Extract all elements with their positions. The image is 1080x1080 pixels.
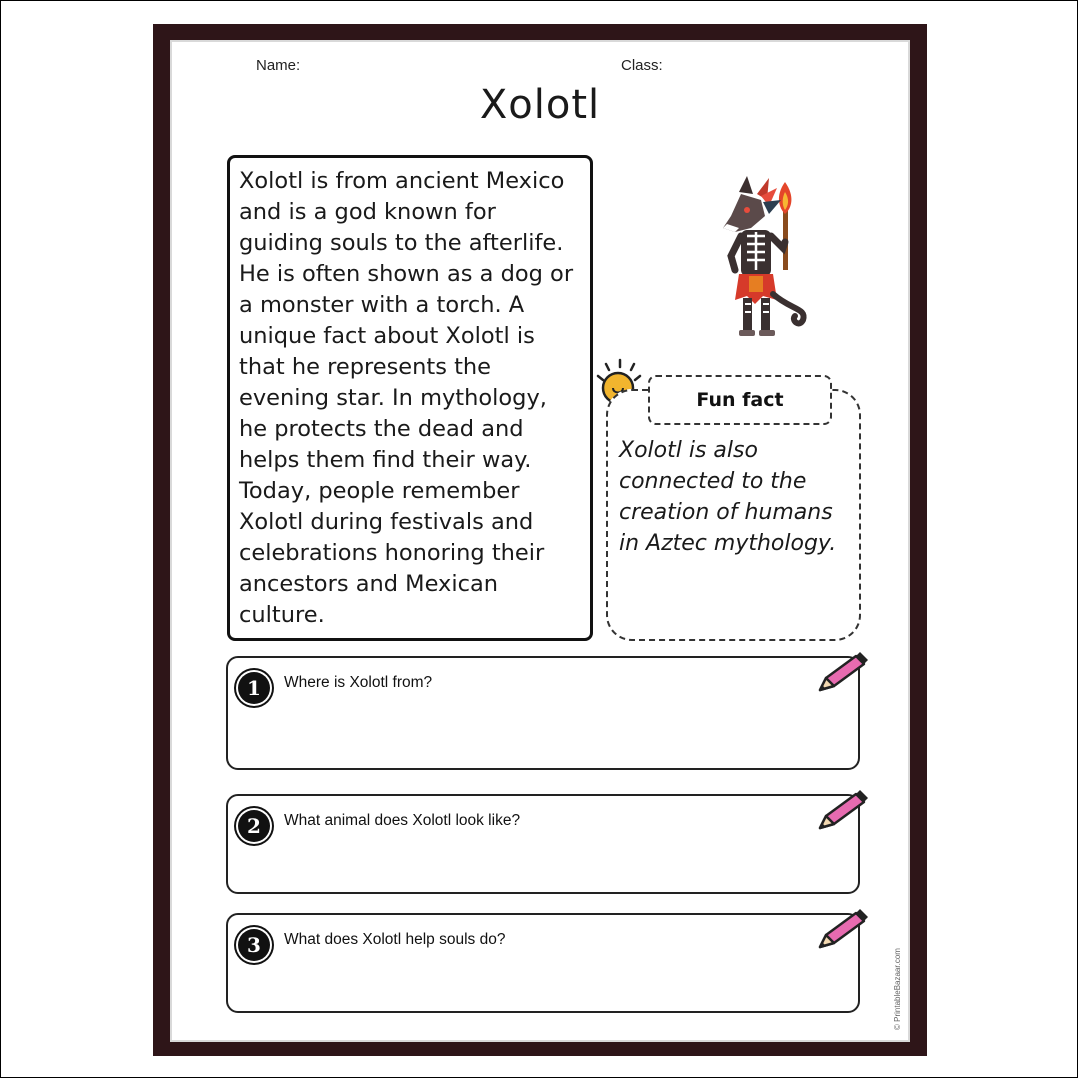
question-text: What does Xolotl help souls do? bbox=[284, 931, 506, 948]
class-label: Class: bbox=[621, 57, 663, 74]
fun-fact-text: Xolotl is also connected to the creation of humans in Aztec mythology. bbox=[619, 438, 837, 556]
question-number-badge: 1 bbox=[238, 672, 270, 704]
copyright-note: © PrintableBazaar.com bbox=[893, 948, 902, 1030]
page-title: Xolotl bbox=[479, 82, 601, 128]
question-box-3[interactable] bbox=[226, 913, 860, 1013]
xolotl-illustration-icon bbox=[695, 170, 815, 350]
fun-fact-heading: Fun fact bbox=[648, 375, 832, 425]
question-number-badge: 3 bbox=[238, 929, 270, 961]
reading-passage: Xolotl is from ancient Mexico and is a god known for guiding souls to the afterlife. He is often shown as a dog or a monster with a torch. A unique fact about Xolotl is that he represents the evening star. In mythology, he protects the dead and helps them find their way. Today, people remember Xolotl during festivals and celebrations honoring their ancestors and Mexican culture. bbox=[227, 155, 593, 641]
question-text: Where is Xolotl from? bbox=[284, 674, 433, 691]
name-label: Name: bbox=[256, 57, 301, 74]
question-number-badge: 2 bbox=[238, 810, 270, 842]
pencil-icon bbox=[812, 788, 868, 834]
pencil-icon bbox=[812, 650, 868, 696]
pencil-icon bbox=[812, 907, 868, 953]
question-box-2[interactable] bbox=[226, 794, 860, 894]
question-box-1[interactable] bbox=[226, 656, 860, 770]
question-text: What animal does Xolotl look like? bbox=[284, 812, 521, 829]
